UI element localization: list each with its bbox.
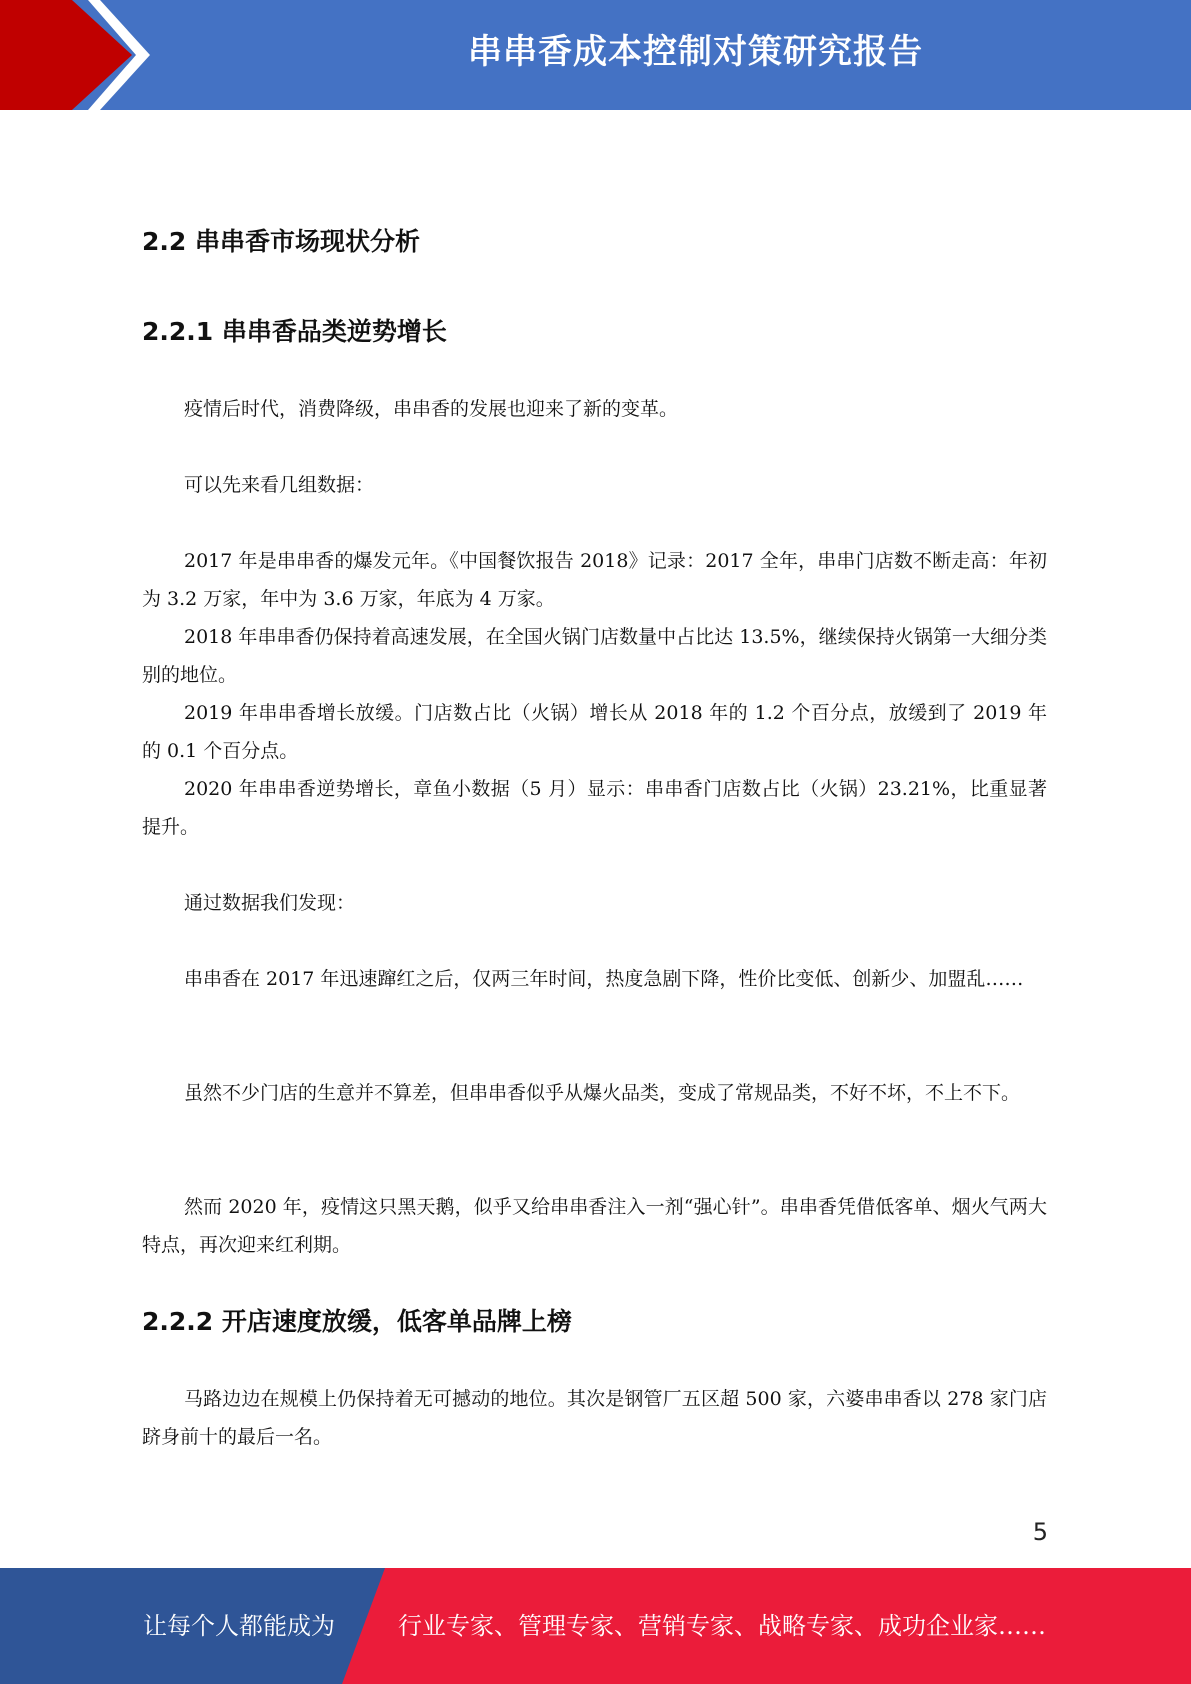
paragraph: 2017 年是串串香的爆发元年。《中国餐饮报告 2018》记录：2017 全年，串串门店数不断走高：年初为 3.2 万家，年中为 3.6 万家，年底为 4 万家。 (142, 550, 1047, 610)
section-heading-2-2: 2.2 串串香市场现状分析 (142, 227, 420, 256)
paragraph: 通过数据我们发现： (184, 892, 356, 914)
paragraph: 2020 年串串香逆势增长，章鱼小数据（5 月）显示：串串香门店数占比（火锅）23.21%，比重显著提升。 (142, 778, 1047, 838)
paragraph: 马路边边在规模上仍保持着无可撼动的地位。其次是钢管厂五区超 500 家，六婆串串香以 278 家门店跻身前十的最后一名。 (142, 1388, 1047, 1448)
paragraph: 虽然不少门店的生意并不算差，但串串香似乎从爆火品类，变成了常规品类，不好不坏，不上不下。 (184, 1082, 1021, 1104)
paragraph: 然而 2020 年，疫情这只黑天鹅，似乎又给串串香注入一剂“强心针”。串串香凭借低客单、烟火气两大特点，再次迎来红利期。 (142, 1196, 1047, 1256)
paragraph: 疫情后时代，消费降级，串串香的发展也迎来了新的变革。 (184, 398, 679, 420)
footer-slogan-right: 行业专家、管理专家、营销专家、战略专家、成功企业家…… (398, 1612, 1046, 1640)
paragraph: 串串香在 2017 年迅速蹿红之后，仅两三年时间，热度急剧下降，性价比变低、创新少、加盟乱…… (184, 968, 1024, 990)
paragraph: 可以先来看几组数据： (184, 474, 375, 496)
paragraph: 2019 年串串香增长放缓。门店数占比（火锅）增长从 2018 年的 1.2 个百分点，放缓到了 2019 年的 0.1 个百分点。 (142, 702, 1047, 762)
page-number: 5 (1032, 1518, 1048, 1546)
paragraph: 2018 年串串香仍保持着高速发展，在全国火锅门店数量中占比达 13.5%，继续保持火锅第一大细分类别的地位。 (142, 626, 1047, 686)
section-heading-2-2-1: 2.2.1 串串香品类逆势增长 (142, 317, 447, 346)
footer-slogan-left: 让每个人都能成为 (143, 1612, 335, 1640)
header-banner (0, 0, 1191, 110)
header-chevron-graphic (0, 0, 160, 110)
document-title: 串串香成本控制对策研究报告 (468, 32, 923, 72)
footer-banner (0, 1568, 1191, 1684)
section-heading-2-2-2: 2.2.2 开店速度放缓，低客单品牌上榜 (142, 1307, 572, 1336)
